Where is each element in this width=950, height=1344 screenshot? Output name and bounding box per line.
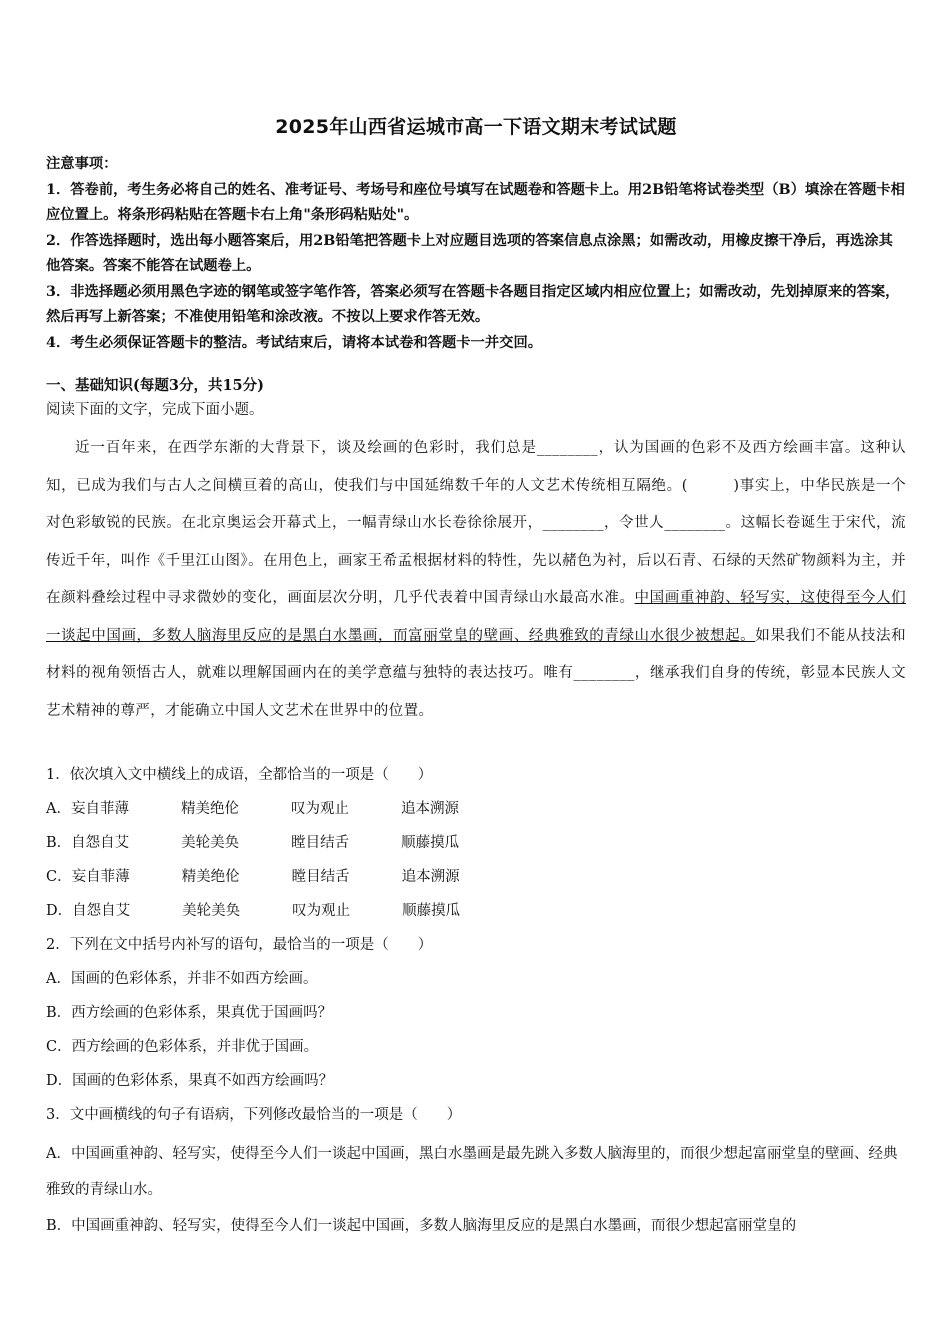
question-stem: 2．下列在文中括号内补写的语句，最恰当的一项是（ ）	[46, 937, 433, 953]
option-label: D．	[46, 903, 73, 919]
option-b[interactable]: B．中国画重神韵、轻写实，使得至今人们一谈起中国画，多数人脑海里反应的是黑白水墨画，而很少想起富丽堂皇的	[46, 1218, 797, 1234]
option-a[interactable]: A．国画的色彩体系，并非不如西方绘画。	[46, 971, 318, 987]
option-b[interactable]: B．西方绘画的色彩体系，果真优于国画吗？	[46, 1005, 333, 1021]
option-word: 自怨自艾	[71, 835, 130, 851]
option-label: A．	[46, 801, 71, 817]
reading-passage	[46, 430, 906, 730]
option-word: 美轮美奂	[182, 903, 241, 919]
option-b[interactable]	[46, 830, 906, 864]
option-word: 追本溯源	[400, 801, 459, 817]
option-d[interactable]	[46, 898, 906, 932]
question-stem: 1．依次填入文中横线上的成语，全都恰当的一项是（ ）	[46, 767, 433, 783]
option-word: 瞠目结舌	[291, 869, 350, 885]
notice-item: 1．答卷前，考生务必将自己的姓名、准考证号、考场号和座位号填写在试题卷和答题卡上。用2B铅笔将试卷类型（B）填涂在答题卡相应位置上。将条形码粘贴在答题卡右上角"条形码粘贴处"。	[46, 181, 905, 223]
notice-item: 2．作答选择题时，选出每小题答案后，用2B铅笔把答题卡上对应题目选项的答案信息点涂黑；如需改动，用橡皮擦干净后，再选涂其他答案。答案不能答在试题卷上。	[46, 232, 893, 274]
question-stem: 3．文中画横线的句子有语病，下列修改最恰当的一项是（ ）	[46, 1107, 462, 1123]
option-word: 追本溯源	[401, 869, 460, 885]
passage-text: 近一百年来，在西学东渐的大背景下，谈及绘画的色彩时，我们总是________，认为国画的色彩不及西方绘画丰富。这种认知，已成为我们与古人之间横亘着的高山，使我们与中国延绵数千年的人文艺术传统相互隔绝。( )事实上，中华民族是一个对色彩敏锐的民族。在北京奥运会开幕式上，一幅青绿山水长卷徐徐展开，________，令世人________。这幅长卷诞生于宋代，流传近千年，叫作《千里江山图》。在用色上，画家王希孟根据材料的特性，先以赭色为衬，后以石青、石绿的天然矿物颜料为主，并在颜料叠绘过程中寻求微妙的变化，画面层次分明，几乎代表着中国青绿山水最高水准。	[46, 440, 906, 606]
option-word: 顺藤摸瓜	[401, 835, 460, 851]
section-heading: 一、基础知识(每题3分，共15分)	[46, 377, 264, 394]
option-word: 顺藤摸瓜	[402, 903, 461, 919]
passage-text: 如果我们不能从技法和材料的视角领悟古人，就难以理解国画内在的美学意蕴与独特的表达技巧。唯有________，继承我们自身的传统，彰显本民族人文艺术精神的尊严，才能确立中国人文艺术在世界中的位置。	[46, 627, 907, 719]
option-label: C．	[46, 869, 72, 885]
notice-block	[46, 152, 906, 356]
option-label: B．	[46, 835, 72, 851]
option-word: 叹为观止	[290, 801, 349, 817]
option-word: 妄自菲薄	[71, 869, 130, 885]
option-word: 妄自菲薄	[70, 801, 129, 817]
option-word: 瞠目结舌	[291, 835, 350, 851]
option-a[interactable]	[46, 796, 906, 830]
option-word: 精美绝伦	[180, 801, 239, 817]
option-word: 精美绝伦	[181, 869, 240, 885]
page-title: 2025年山西省运城市高一下语文期末考试试题	[275, 116, 677, 138]
questions	[46, 762, 906, 1244]
option-c[interactable]: C．西方绘画的色彩体系，并非优于国画。	[46, 1039, 319, 1055]
notice-heading: 注意事项：	[46, 156, 118, 172]
option-word: 自怨自艾	[72, 903, 131, 919]
underlined-sentence: 中国画重神韵、轻写实，这使得至今人们一谈起中国画，多数人脑海里反应的是黑白水墨画，而富丽堂皇的壁画、经典雅致的青绿山水很少被想起。	[46, 590, 906, 644]
option-c[interactable]	[46, 864, 906, 898]
notice-item: 4．考生必须保证答题卡的整洁。考试结束后，请将本试卷和答题卡一并交回。	[46, 334, 543, 351]
option-d[interactable]: D．国画的色彩体系，果真不如西方绘画吗？	[46, 1073, 334, 1089]
option-word: 叹为观止	[292, 903, 351, 919]
option-word: 美轮美奂	[181, 835, 240, 851]
notice-item: 3．非选择题必须用黑色字迹的钢笔或签字笔作答，答案必须写在答题卡各题目指定区域内相应位置上；如需改动，先划掉原来的答案，然后再写上新答案；不准使用铅笔和涂改液。不按以上要求作答无效。	[46, 283, 900, 325]
reading-instruction: 阅读下面的文字，完成下面小题。	[46, 402, 264, 418]
option-a[interactable]: A．中国画重神韵、轻写实，使得至今人们一谈起中国画，黑白水墨画是最先跳入多数人脑海里的，而很少想起富丽堂皇的壁画、经典雅致的青绿山水。	[46, 1146, 898, 1198]
